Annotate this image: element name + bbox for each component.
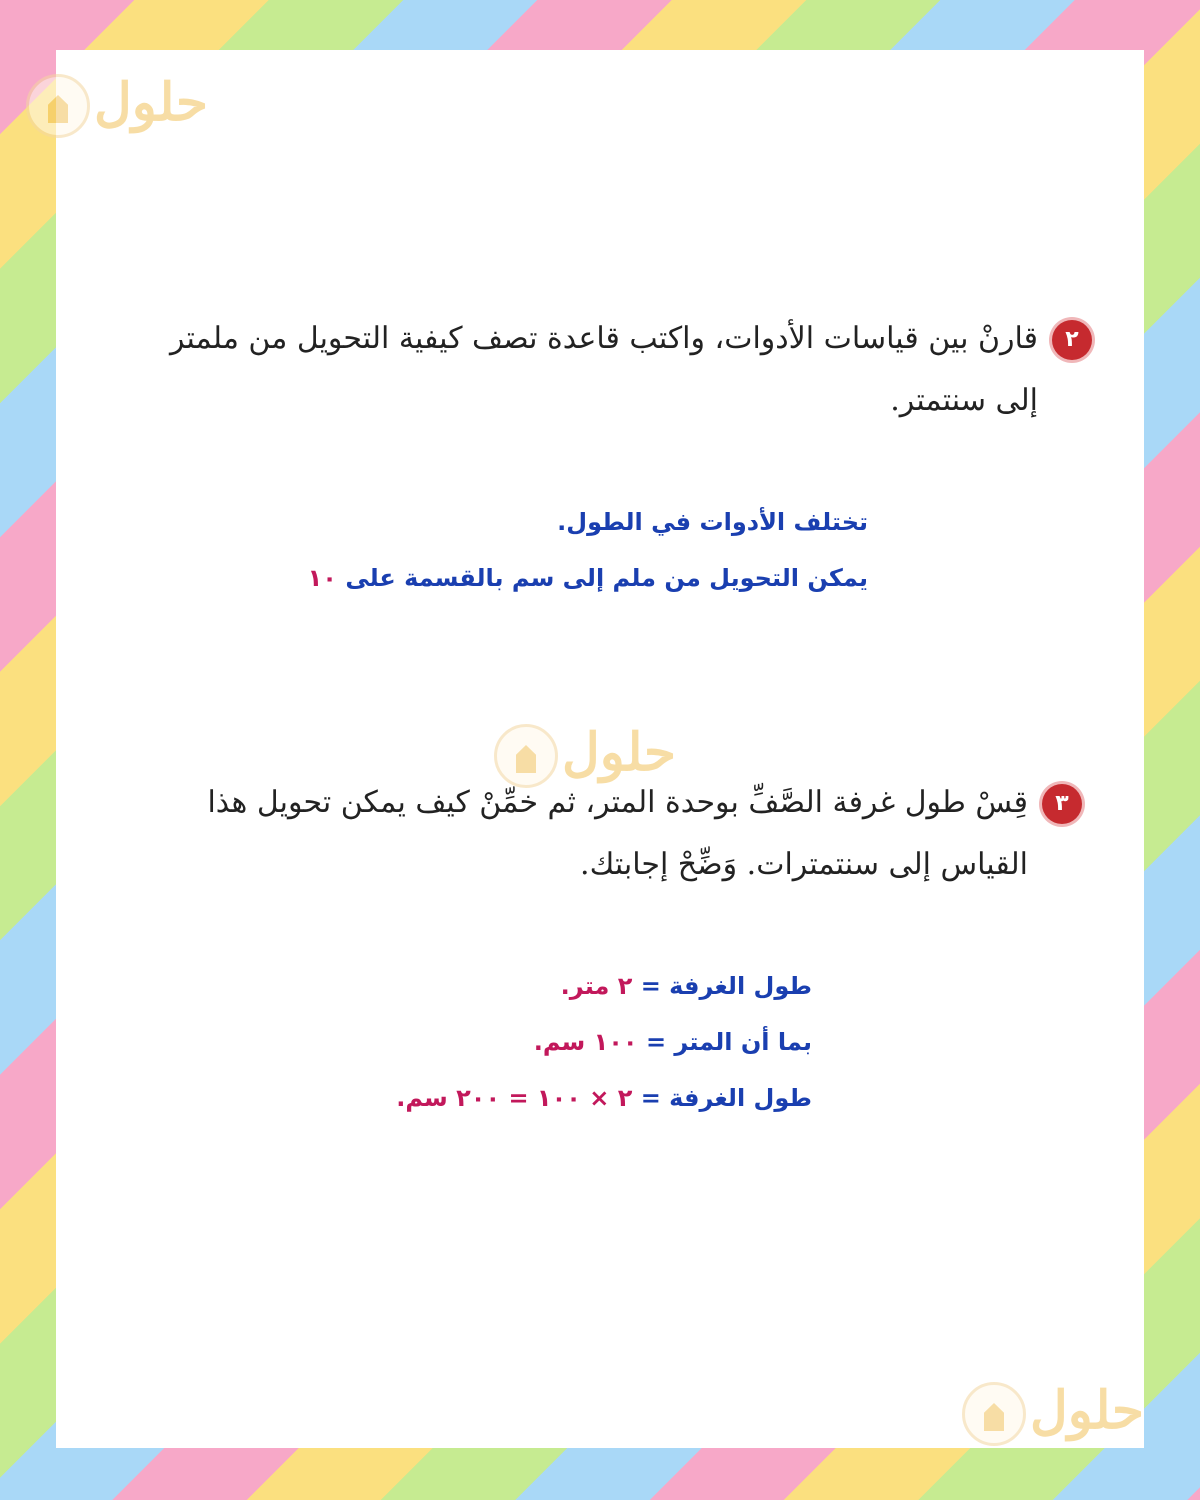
question-3-text-2: القياس إلى سنتمترات. وَضِّحْ إجابتك. bbox=[580, 847, 1028, 882]
answer-3-text-2: بما أن المتر = bbox=[645, 1028, 812, 1056]
pencil-icon bbox=[48, 95, 68, 123]
answer-3-line-3 bbox=[352, 1070, 812, 1126]
answer-2-text-2: يمكن التحويل من ملم إلى سم بالقسمة على bbox=[345, 564, 868, 592]
pencil-icon bbox=[984, 1403, 1004, 1431]
watermark-circle-icon bbox=[26, 74, 90, 138]
pencil-icon bbox=[516, 745, 536, 773]
question-number-badge: ٢ bbox=[1052, 320, 1092, 360]
answer-2-text-1: تختلف الأدوات في الطول. bbox=[557, 508, 868, 536]
watermark-text: حلول bbox=[94, 72, 209, 133]
answer-3-line-1 bbox=[352, 958, 812, 1014]
answer-2 bbox=[308, 494, 868, 606]
answer-3-text-3: طول الغرفة = bbox=[640, 1084, 812, 1112]
watermark-circle-icon bbox=[962, 1382, 1026, 1446]
answer-3-value-3: ٢ × ١٠٠ = ٢٠٠ سم. bbox=[396, 1084, 633, 1112]
question-3-line-2 bbox=[142, 834, 1082, 896]
question-2 bbox=[152, 308, 1092, 432]
watermark-logo-top bbox=[26, 70, 236, 140]
answer-2-value-2: ١٠ bbox=[307, 564, 337, 592]
question-2-line-2 bbox=[152, 370, 1092, 432]
answer-2-line-1 bbox=[308, 494, 868, 550]
answer-2-line-2 bbox=[308, 550, 868, 606]
question-2-line-1 bbox=[152, 308, 1092, 370]
watermark-text: حلول bbox=[562, 722, 677, 783]
question-3-text-1: قِسْ طول غرفة الصَّفِّ بوحدة المتر، ثم خمِّنْ كيف يمكن تحويل هذا bbox=[207, 785, 1028, 820]
answer-3-text-1: طول الغرفة = bbox=[640, 972, 812, 1000]
question-number-badge: ٣ bbox=[1042, 784, 1082, 824]
question-3 bbox=[142, 772, 1082, 896]
answer-3-value-1: ٢ متر. bbox=[560, 972, 633, 1000]
watermark-text: حلول bbox=[1030, 1380, 1145, 1441]
watermark-logo-bottom bbox=[962, 1378, 1172, 1448]
question-2-text-2: إلى سنتمتر. bbox=[890, 383, 1038, 418]
question-3-line-1 bbox=[142, 772, 1082, 834]
answer-3 bbox=[352, 958, 812, 1126]
answer-3-value-2: ١٠٠ سم. bbox=[533, 1028, 638, 1056]
answer-3-line-2 bbox=[352, 1014, 812, 1070]
question-2-text-1: قارنْ بين قياسات الأدوات، واكتب قاعدة تصف كيفية التحويل من ملمتر bbox=[169, 321, 1038, 356]
